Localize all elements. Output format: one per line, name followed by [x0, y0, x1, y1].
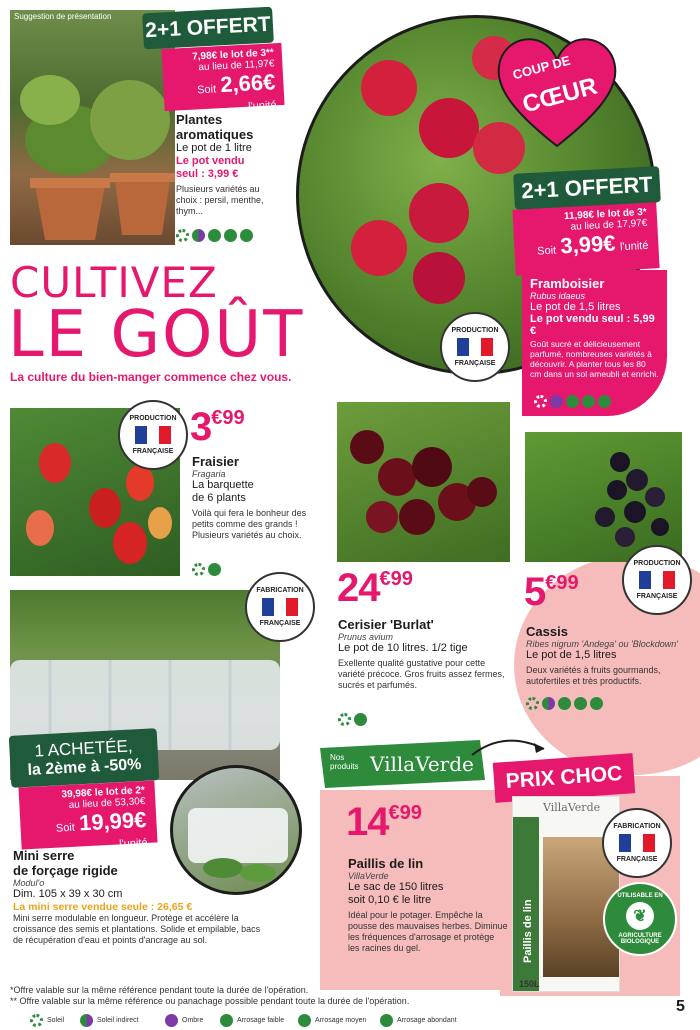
water-low-icon: [220, 1014, 233, 1027]
serre-fabrication-badge: [245, 572, 315, 642]
coup-de-text: COUP DE: [511, 52, 572, 83]
framboisier-soit: Soit: [536, 244, 557, 258]
serre-offer-line1: 1 ACHETÉE,: [33, 736, 134, 761]
cassis-latin: Ribes nigrum 'Andega' ou 'Blockdown': [526, 639, 678, 649]
aromatiques-was: au lieu de 11,97€: [198, 58, 275, 74]
aromatiques-name-2: aromatiques: [176, 127, 254, 142]
legend-water-high: [380, 1014, 457, 1027]
half-sun-icon: [542, 697, 555, 710]
framboisier-latin: Rubus idaeus: [530, 291, 586, 301]
legend-water-low: [220, 1014, 284, 1027]
water-medium-icon: [354, 713, 367, 726]
aromatiques-size: Le pot de 1 litre: [176, 142, 252, 154]
aromatiques-unit-price: 2,66€: [219, 69, 276, 98]
cerisier-icons: [338, 713, 367, 726]
bag-label: Paillis de lin: [522, 899, 534, 963]
bag-brand: VillaVerde: [543, 801, 601, 814]
half-sun-icon: [192, 229, 205, 242]
legend-label: Arrosage moyen: [315, 1017, 367, 1024]
framboisier-price-box: [512, 202, 659, 275]
serre-offer-line2: la 2ème à -50%: [27, 756, 142, 779]
water-high-icon: [598, 395, 611, 408]
fraisier-price-dec: €99: [211, 407, 245, 429]
legend-label: Arrosage abondant: [397, 1017, 457, 1024]
shade-icon: [550, 395, 563, 408]
water-medium-icon: [574, 697, 587, 710]
serre-was: au lieu de 53,30€: [68, 795, 146, 811]
production-bottom: FRANÇAISE: [132, 448, 174, 455]
aromatiques-icons: [176, 229, 253, 242]
aromatiques-offer-text: 2+1 OFFERT: [144, 12, 272, 43]
suggestion-text: Suggestion de présentation: [14, 12, 112, 21]
legend-label: Soleil: [47, 1017, 65, 1024]
serre-brand: Modul'o: [13, 878, 45, 888]
fabrication-top: FABRICATION: [613, 823, 661, 830]
paillis-brand-italic: VillaVerde: [348, 871, 389, 881]
cassis-production-badge: [622, 545, 692, 615]
fraisier-size-2: de 6 plants: [192, 492, 246, 504]
legend-shade: [165, 1014, 203, 1027]
sun-icon: [176, 229, 189, 242]
framboisier-lot: 11,98€ le lot de 3*: [563, 206, 647, 223]
french-flag-icon: [639, 571, 675, 589]
serre-unit-price: 19,99€: [78, 806, 147, 836]
serre-soit: Soit: [55, 821, 76, 835]
fraisier-info: [192, 454, 317, 541]
fraisier-price-int: 3: [190, 405, 212, 449]
footnote-1: *Offre valable sur la même référence pendant toute la durée de l'opération.: [10, 985, 309, 995]
cassis-info: [526, 624, 691, 687]
framboisier-size: Le pot de 1,5 litres: [530, 301, 621, 313]
cerisier-desc: Exellente qualité gustative pour cette variété précoce. Gros fruits assez fermes, sucrés et parfumés.: [338, 658, 505, 690]
fabrication-top: FABRICATION: [256, 587, 304, 594]
bio-badge: [603, 882, 677, 956]
water-medium-icon: [208, 563, 221, 576]
leaf-icon: ❦: [626, 902, 654, 930]
villaverde-brand: VillaVerde: [370, 752, 474, 776]
aromatiques-offer-banner: [142, 7, 274, 50]
cassis-photo: [525, 432, 682, 562]
legend-label: Soleil indirect: [97, 1017, 139, 1024]
aromatiques-unit: l'unité: [247, 99, 277, 113]
cassis-price-int: 5: [524, 570, 546, 614]
paillis-price-int: 14: [346, 800, 389, 844]
cassis-size: Le pot de 1,5 litres: [526, 649, 617, 661]
aromatiques-info: [176, 112, 276, 217]
production-top: PRODUCTION: [451, 327, 499, 334]
cerisier-name: Cerisier 'Burlat': [338, 617, 434, 632]
sun-icon: [30, 1014, 43, 1027]
footnote-2: ** Offre valable sur la même référence ou panachage possible pendant toute la durée de l'opération.: [10, 996, 410, 1006]
aromatiques-single-label: Le pot vendu: [176, 155, 245, 167]
sun-icon: [534, 395, 547, 408]
bio-bottom: AGRICULTURE BIOLOGIQUE: [618, 933, 662, 945]
fraisier-price: [190, 405, 245, 450]
water-high-icon: [590, 697, 603, 710]
serre-name-2: de forçage rigide: [13, 863, 118, 878]
paillis-size-2: soit 0,10 € le litre: [348, 894, 432, 906]
sun-icon: [192, 563, 205, 576]
framboisier-offer-text: 2+1 OFFERT: [520, 171, 654, 204]
heading-line2: LE GOÛT: [8, 298, 305, 372]
cerisier-info: [338, 617, 513, 691]
french-flag-icon: [135, 426, 171, 444]
framboisier-production-badge: [440, 312, 510, 382]
cassis-price-dec: €99: [545, 572, 579, 594]
fraisier-size-1: La barquette: [192, 479, 254, 491]
serre-lot: 39,98€ le lot de 2*: [61, 785, 146, 801]
paillis-size-1: Le sac de 150 litres: [348, 881, 444, 893]
framboisier-single: Le pot vendu seul : 5,99 €: [530, 313, 655, 337]
framboisier-desc: Goût sucré et délicieusement parfumé, nombreuses variétés à découvrir. A planter tous les 80 cm dans un sol ameubli et enrichi.: [530, 339, 659, 379]
bio-top: UTILISABLE EN: [617, 893, 663, 899]
heading-line1: CULTIVEZ: [10, 258, 218, 307]
aromatiques-price-box: [161, 43, 284, 111]
page-number: 5: [676, 998, 685, 1015]
aromatiques-soit: Soit: [196, 83, 217, 97]
water-low-icon: [208, 229, 221, 242]
serre-offer-banner: [9, 728, 160, 788]
prix-choc-text: PRIX CHOC: [504, 761, 623, 794]
cerisier-size: Le pot de 10 litres. 1/2 tige: [338, 642, 468, 654]
cherry-illustration: [337, 402, 510, 562]
half-sun-icon: [80, 1014, 93, 1027]
nos-produits: Nos produits: [330, 753, 359, 771]
fraisier-latin: Fragaria: [192, 469, 226, 479]
serre-price-box: [18, 780, 157, 849]
paillis-desc: Idéal pour le potager. Empêche la pousse des mauvaises herbes. Diminue les fréquences d'arrosage et protège les racines du gel.: [348, 910, 508, 953]
fabrication-bottom: FRANÇAISE: [259, 620, 301, 627]
legend-label: Arrosage faible: [237, 1017, 285, 1024]
blackcurrant-illustration: [525, 432, 682, 562]
framboisier-was: au lieu de 17,97€: [570, 217, 648, 233]
legend-label: Ombre: [182, 1017, 204, 1024]
shade-icon: [165, 1014, 178, 1027]
serre-dims: Dim. 105 x 39 x 30 cm: [13, 888, 123, 900]
tagline: La culture du bien-manger commence chez vous.: [10, 370, 292, 384]
fabrication-bottom: FRANÇAISE: [616, 856, 658, 863]
coeur-text: CŒUR: [519, 72, 601, 119]
legend-half-sun: [80, 1014, 139, 1027]
paillis-price-dec: €99: [388, 802, 422, 824]
paillis-price: [346, 800, 422, 845]
production-top: PRODUCTION: [633, 560, 681, 567]
water-low-icon: [558, 697, 571, 710]
framboisier-unit-price: 3,99€: [559, 230, 617, 259]
cerisier-price-int: 24: [337, 566, 380, 610]
paillis-fabrication-badge: [602, 808, 672, 878]
framboisier-unit: l'unité: [619, 239, 649, 254]
aromatiques-lot: 7,98€ le lot de 3**: [191, 47, 275, 63]
aromatiques-desc: Plusieurs variétés au choix : persil, menthe, thym...: [176, 184, 264, 216]
bag-volume: 150L: [519, 979, 540, 989]
aromatiques-single-price: seul : 3,99 €: [176, 168, 239, 180]
framboisier-icons: [534, 395, 611, 408]
production-bottom: FRANÇAISE: [636, 593, 678, 600]
serre-info: [13, 848, 303, 946]
serre-single: La mini serre vendue seule : 26,65 €: [13, 901, 193, 913]
cerisier-price-dec: €99: [379, 568, 413, 590]
cerisier-photo: [337, 402, 510, 562]
legend-water-medium: [298, 1014, 366, 1027]
production-top: PRODUCTION: [129, 415, 177, 422]
water-medium-icon: [298, 1014, 311, 1027]
fraisier-icons: [192, 563, 221, 576]
serre-name-1: Mini serre: [13, 848, 75, 863]
paillis-bag: [512, 796, 620, 992]
cassis-name: Cassis: [526, 624, 568, 639]
legend-sun: [30, 1014, 64, 1027]
french-flag-icon: [262, 598, 298, 616]
serre-desc: Mini serre modulable en longueur. Protège et accélère la croissance des semis et plantations. Solide et empilable, bacs de récupération d'eau et points d'ancrage au sol.: [13, 913, 261, 945]
water-low-icon: [566, 395, 579, 408]
french-flag-icon: [457, 338, 493, 356]
cassis-icons: [526, 697, 603, 710]
paillis-name: Paillis de lin: [348, 856, 424, 871]
cassis-price: [524, 570, 579, 615]
serre-unit: l'unité: [118, 836, 148, 851]
framboisier-name: Framboisier: [530, 276, 605, 291]
fraisier-name: Fraisier: [192, 454, 239, 469]
cerisier-latin: Prunus avium: [338, 632, 394, 642]
water-medium-icon: [582, 395, 595, 408]
sun-icon: [526, 697, 539, 710]
water-medium-icon: [224, 229, 237, 242]
water-high-icon: [240, 229, 253, 242]
water-high-icon: [380, 1014, 393, 1027]
cassis-desc: Deux variétés à fruits gourmands, autofertiles et très productifs.: [526, 665, 661, 686]
fraisier-desc: Voilà qui fera le bonheur des petits comme des grands ! Plusieurs variétés au choix.: [192, 508, 307, 540]
aromatiques-name-1: Plantes: [176, 112, 223, 127]
fraisier-production-badge: [118, 400, 188, 470]
sun-icon: [338, 713, 351, 726]
paillis-info: [348, 856, 508, 954]
french-flag-icon: [619, 834, 655, 852]
production-bottom: FRANÇAISE: [454, 360, 496, 367]
cerisier-price: [337, 566, 413, 611]
